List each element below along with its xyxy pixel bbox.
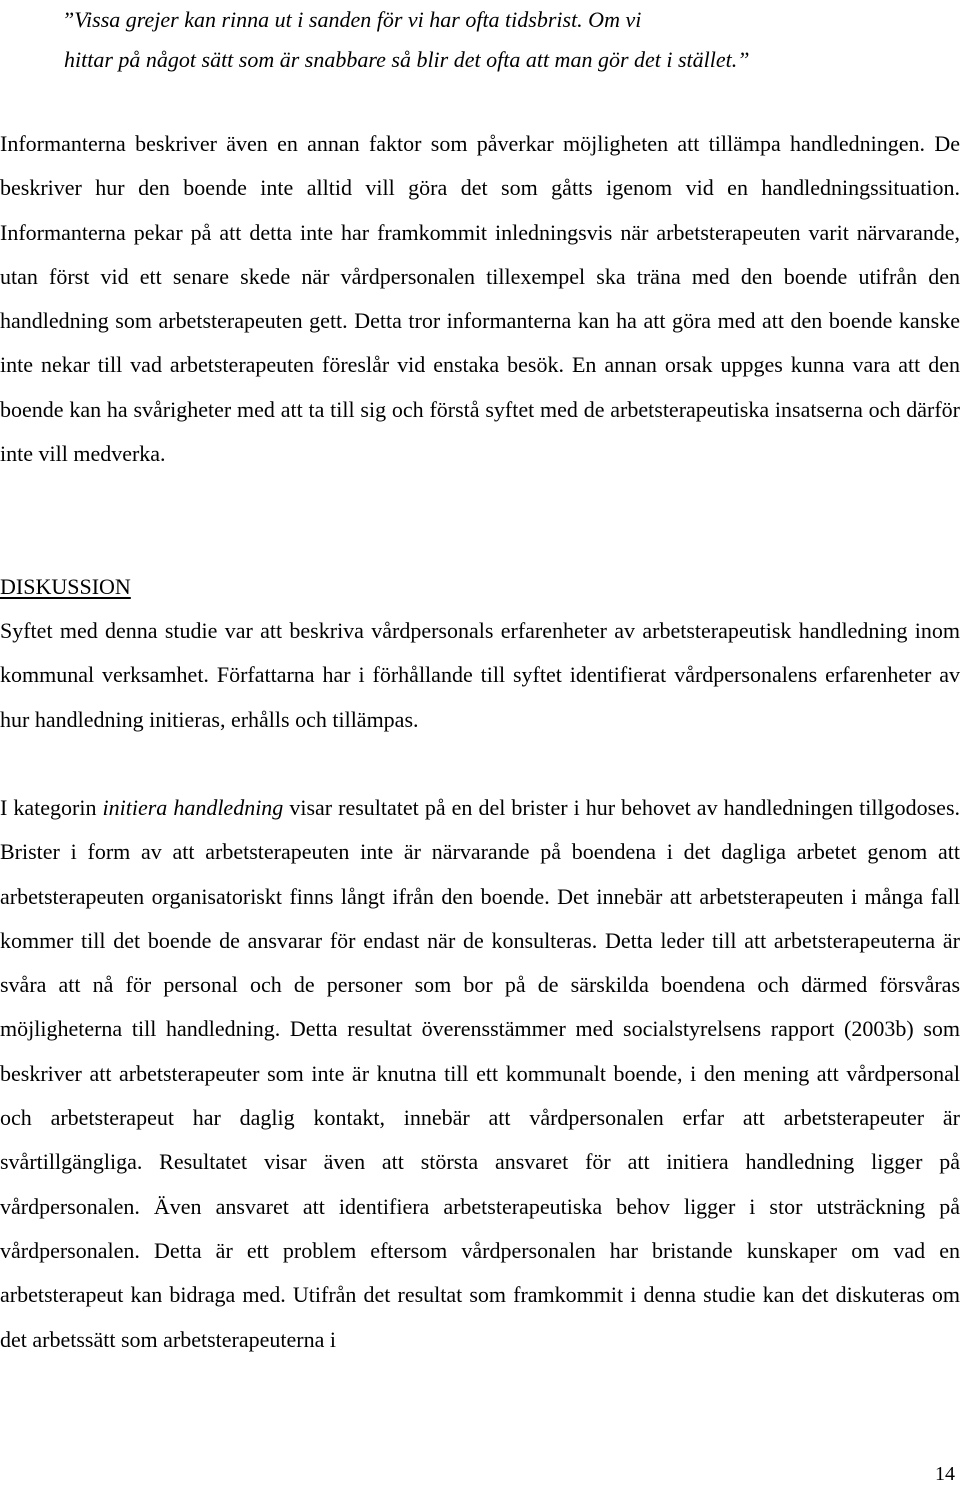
quote-line-1: ”Vissa grejer kan rinna ut i sanden för vi har ofta tidsbrist. Om vi bbox=[62, 7, 642, 32]
category-term: initiera handledning bbox=[102, 795, 284, 820]
body-paragraph-1: Informanterna beskriver även en annan faktor som påverkar möjligheten att tillämpa handledningen. De beskriver hur den boende inte alltid vill göra det som gåtts igenom vid en handledningssituation. Informanterna pekar på att detta inte har framkommit inledningsvis när arbetsterapeuten varit närvarande, utan först vid ett senare skede när vårdpersonalen tillexempel ska träna med den boende utifrån den handledning som arbetsterapeuten gett. Detta tror informanterna kan ha att göra med att den boende kanske inte nekar till vad arbetsterapeuten föreslår vid enstaka besök. En annan orsak uppges kunna vara att den boende kan ha svårigheter med att ta till sig och förstå syftet med de arbetsterapeutiska insatserna och därför inte vill medverka. bbox=[0, 131, 960, 467]
paragraph-3-text-start: I kategorin bbox=[0, 795, 103, 820]
body-paragraph-3 bbox=[0, 786, 960, 1362]
block-quote bbox=[0, 0, 960, 80]
section-heading: DISKUSSION bbox=[0, 574, 131, 599]
paragraph-3-text-rest: visar resultatet på en del brister i hur behovet av handledningen tillgodoses. Brister i form av att arbetsterapeuten inte är närvarande på boendena i det dagliga arbetet genom att arbetsterapeuten organisatoriskt finns långt ifrån den boende. Det innebär att arbetsterapeuten i många fall kommer till det boende de ansvarar för endast när de konsulteras. Detta leder till att arbetsterapeuterna är svåra att nå för personal och de personer som bor på de särskilda boendena och därmed försvåras möjligheterna till handledning. Detta resultat överensstämmer med socialstyrelsens rapport (2003b) som beskriver att arbetsterapeuter som inte är knutna till ett kommunalt boende, i den mening att vårdpersonal och arbetsterapeut har daglig kontakt, innebär att vårdpersonalen erfar att arbetsterapeuter är svårtillgängliga. Resultatet visar även att största ansvaret för att initiera handledning ligger på vårdpersonalen. Även ansvaret att identifiera arbetsterapeutiska behov ligger i stor utsträckning på vårdpersonalen. Detta är ett problem eftersom vårdpersonalen har bristande kunskaper om vad en arbetsterapeut kan bidraga med. Utifrån det resultat som framkommit i denna studie kan det diskuteras om det arbetssätt som arbetsterapeuterna i bbox=[0, 795, 960, 1352]
body-paragraph-2: Syftet med denna studie var att beskriva vårdpersonals erfarenheter av arbetsterapeutisk handledning inom kommunal verksamhet. Författarna har i förhållande till syftet identifierat vårdpersonalens erfarenheter av hur handledning initieras, erhålls och tillämpas. bbox=[0, 618, 960, 732]
page-number: 14 bbox=[935, 1463, 955, 1485]
quote-line-2: hittar på något sätt som är snabbare så blir det ofta att man gör det i stället.” bbox=[64, 47, 750, 72]
